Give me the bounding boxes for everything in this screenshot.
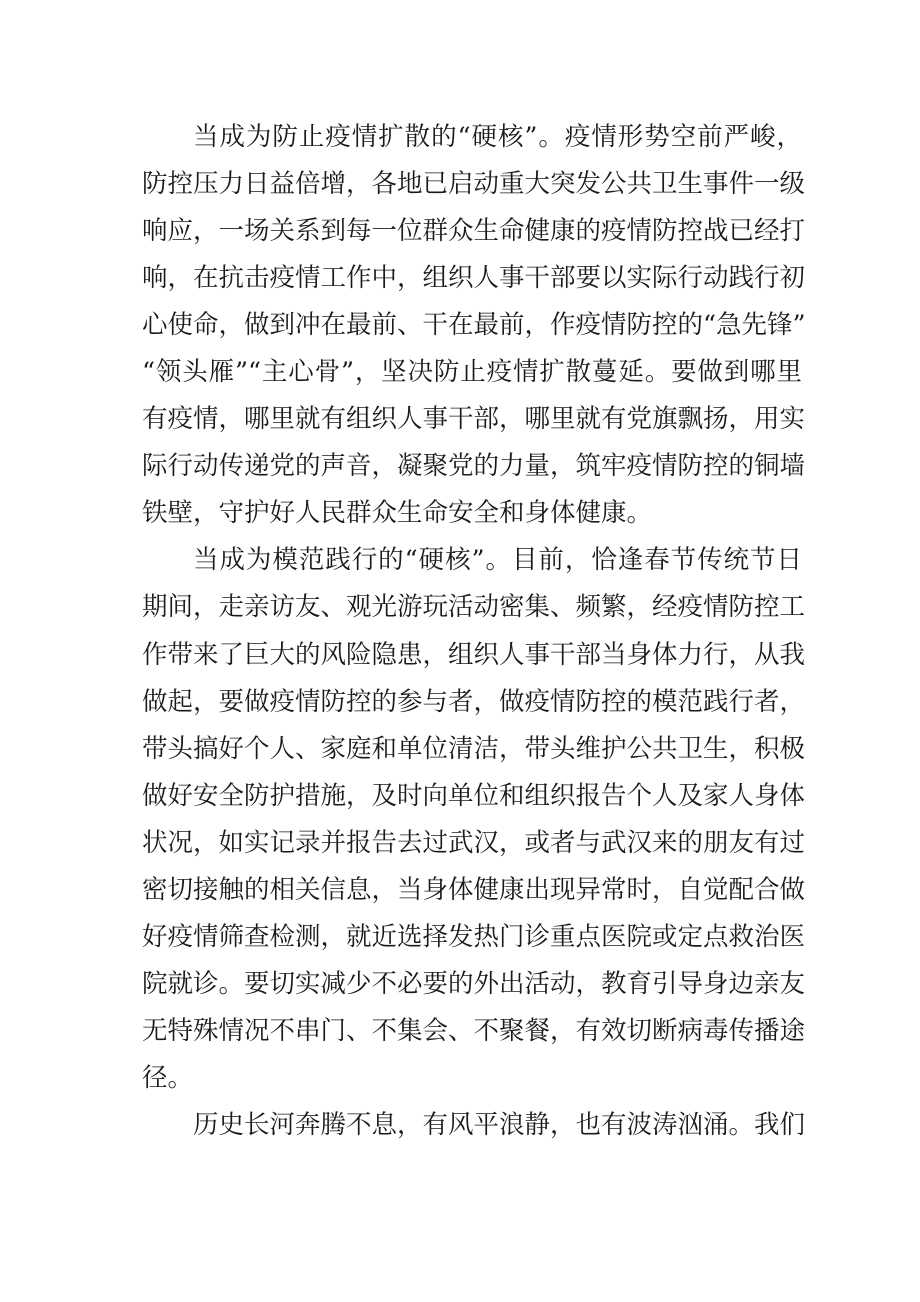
paragraph xyxy=(142,1102,806,1149)
text-line: 密切接触的相关信息，当身体健康出现异常时，自觉配合做 xyxy=(142,874,806,905)
text-line: 无特殊情况不串门、不集会、不聚餐，有效切断病毒传播途 xyxy=(142,1015,806,1046)
text-line: 历史长河奔腾不息，有风平浪静，也有波涛汹涌。我们 xyxy=(193,1109,806,1140)
text-line: 当成为防止疫情扩散的“硬核”。疫情形势空前严峻， xyxy=(193,122,802,152)
text-line: “领头雁”“主心骨”，坚决防止疫情扩散蔓延。要做到哪里 xyxy=(142,357,802,388)
text-line: 作带来了巨大的风险隐患，组织人事干部当身体力行，从我 xyxy=(142,639,806,670)
paragraph xyxy=(142,114,806,537)
text-line: 期间，走亲访友、观光游玩活动密集、频繁，经疫情防控工 xyxy=(142,592,806,623)
text-line: 防控压力日益倍增，各地已启动重大突发公共卫生事件一级 xyxy=(142,169,806,200)
text-line: 际行动传递党的声音，凝聚党的力量，筑牢疫情防控的铜墙 xyxy=(142,451,806,482)
document-body xyxy=(142,114,806,1149)
text-line: 当成为模范践行的“硬核”。目前，恰逢春节传统节日 xyxy=(193,545,802,576)
text-line: 状况，如实记录并报告去过武汉，或者与武汉来的朋友有过 xyxy=(142,827,806,858)
text-line: 做起，要做疫情防控的参与者，做疫情防控的模范践行者， xyxy=(142,686,806,717)
paragraph xyxy=(142,537,806,1102)
text-line: 响应，一场关系到每一位群众生命健康的疫情防控战已经打 xyxy=(142,216,806,247)
text-line: 响，在抗击疫情工作中，组织人事干部要以实际行动践行初 xyxy=(142,263,806,294)
text-line: 有疫情，哪里就有组织人事干部，哪里就有党旗飘扬，用实 xyxy=(142,404,806,435)
text-line: 院就诊。要切实减少不必要的外出活动，教育引导身边亲友 xyxy=(142,968,806,999)
text-line: 心使命，做到冲在最前、干在最前，作疫情防控的“急先锋” xyxy=(142,310,806,341)
text-line: 径。 xyxy=(142,1062,194,1093)
text-line: 带头搞好个人、家庭和单位清洁，带头维护公共卫生，积极 xyxy=(142,733,806,764)
text-line: 好疫情筛查检测，就近选择发热门诊重点医院或定点救治医 xyxy=(142,921,806,952)
text-line: 做好安全防护措施，及时向单位和组织报告个人及家人身体 xyxy=(142,780,806,811)
text-line: 铁壁，守护好人民群众生命安全和身体健康。 xyxy=(142,498,653,529)
